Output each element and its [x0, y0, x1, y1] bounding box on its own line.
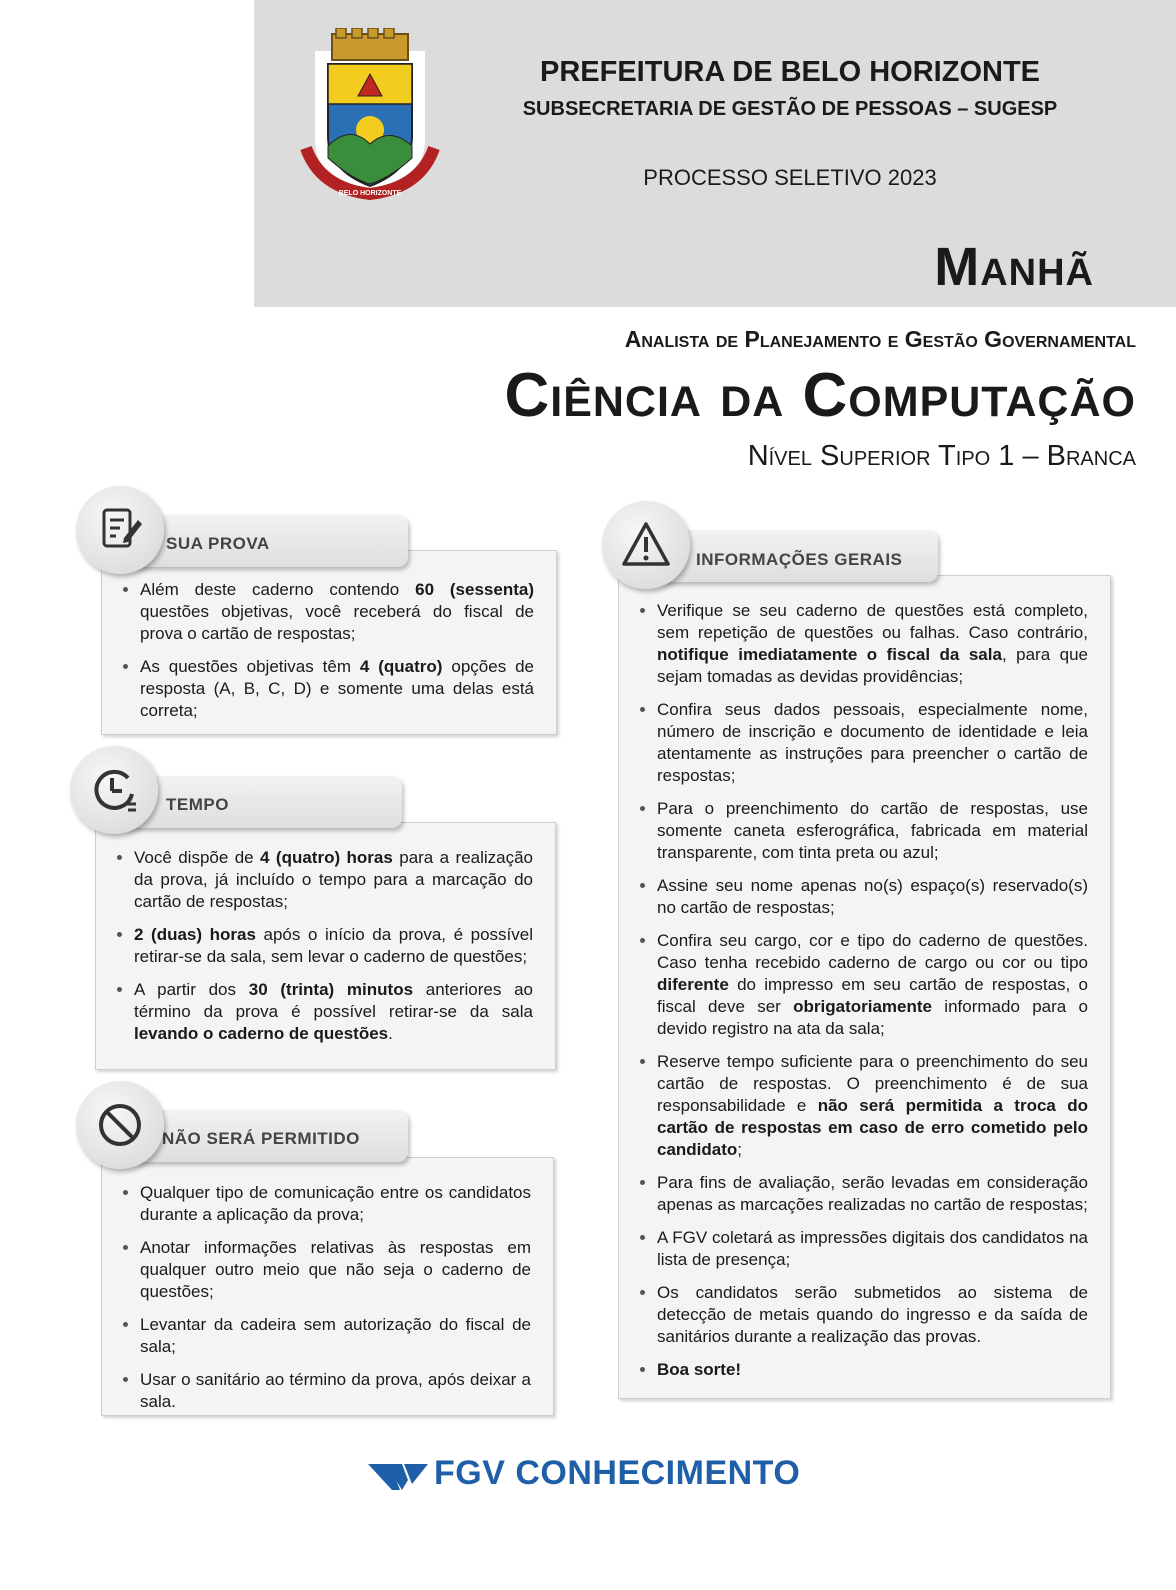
prohibited-icon — [94, 1099, 146, 1151]
tempo-box — [95, 822, 556, 1070]
informacoes-box — [618, 575, 1111, 1399]
process-title: PROCESSO SELETIVO 2023 — [643, 165, 937, 190]
sua-prova-badge — [76, 486, 164, 574]
informacoes-title: INFORMAÇÕES GERAIS — [696, 550, 903, 569]
nao-permitido-badge — [76, 1081, 164, 1169]
list-item: • Reserve tempo suficiente para o preenchimento do seu cartão de respostas. O preenchimento é de sua responsabilidade e não será permitida a troca do cartão de respostas em caso de erro cometido pelo candidato; — [657, 1051, 1088, 1161]
list-item: • Confira seus dados pessoais, especialmente nome, número de inscrição e documento de identidade e leia atentamente as instruções para preencher o cartão de respostas; — [657, 699, 1088, 787]
tempo-badge — [70, 746, 158, 834]
city-crest-logo — [300, 28, 440, 200]
list-item: • Além deste caderno contendo 60 (sessenta) questões objetivas, você receberá do fiscal de prova o cartão de respostas; — [140, 579, 534, 645]
fgv-logo-mark — [368, 1462, 430, 1492]
fgv-brand: FGV CONHECIMENTO — [434, 1454, 801, 1492]
warning-icon — [620, 519, 672, 571]
list-item: • Confira seu cargo, cor e tipo do caderno de questões. Caso tenha recebido caderno de cargo ou cor ou tipo diferente do impresso em seu cartão de respostas, o fiscal deve ser obrigatoriamente informado para o devido registro na ata da sala; — [657, 930, 1088, 1040]
list-item: • Levantar da cadeira sem autorização do fiscal de sala; — [140, 1314, 531, 1358]
list-item: • Os candidatos serão submetidos ao sistema de detecção de metais quando do ingresso e da saída de sanitários durante a realização das provas. — [657, 1282, 1088, 1348]
list-item: • Boa sorte! — [657, 1359, 1088, 1381]
level-title: Nível Superior Tipo 1 – Branca — [747, 440, 1136, 472]
sua-prova-title: SUA PROVA — [166, 534, 270, 553]
nao-permitido-box — [101, 1157, 554, 1416]
dept-title: SUBSECRETARIA DE GESTÃO DE PESSOAS – SUGESP — [522, 98, 1058, 120]
list-item: • Anotar informações relativas às respostas em qualquer outro meio que não seja o caderno de questões; — [140, 1237, 531, 1303]
list-item: • Usar o sanitário ao término da prova, após deixar a sala. — [140, 1369, 531, 1413]
position-title: Analista de Planejamento e Gestão Governamental — [624, 326, 1136, 352]
list-item: • A partir dos 30 (trinta) minutos anteriores ao término da prova é possível retirar-se da sala levando o caderno de questões. — [134, 979, 533, 1045]
clock-icon — [88, 764, 140, 816]
subject-title: Ciência da Computação — [504, 361, 1136, 430]
informacoes-badge — [602, 501, 690, 589]
org-title: PREFEITURA DE BELO HORIZONTE — [540, 56, 1040, 88]
edit-document-icon — [94, 504, 146, 556]
list-item: • As questões objetivas têm 4 (quatro) opções de resposta (A, B, C, D) e somente uma delas está correta; — [140, 656, 534, 722]
list-item: • Verifique se seu caderno de questões está completo, sem repetição de questões ou falhas. Caso contrário, notifique imediatamente o fiscal da sala, para que sejam tomadas as devidas providências; — [657, 600, 1088, 688]
shift-label: Manhã — [934, 237, 1094, 297]
nao-permitido-title: NÃO SERÁ PERMITIDO — [162, 1129, 360, 1148]
tempo-title: TEMPO — [166, 795, 229, 814]
list-item: • 2 (duas) horas após o início da prova, é possível retirar-se da sala, sem levar o caderno de questões; — [134, 924, 533, 968]
list-item: • Você dispõe de 4 (quatro) horas para a realização da prova, já incluído o tempo para a marcação do cartão de respostas; — [134, 847, 533, 913]
sua-prova-box — [101, 550, 557, 735]
svg-text:BELO HORIZONTE: BELO HORIZONTE — [338, 190, 402, 197]
list-item: • Qualquer tipo de comunicação entre os candidatos durante a aplicação da prova; — [140, 1182, 531, 1226]
list-item: • Para fins de avaliação, serão levadas em consideração apenas as marcações realizadas no cartão de respostas; — [657, 1172, 1088, 1216]
list-item: • Assine seu nome apenas no(s) espaço(s) reservado(s) no cartão de respostas; — [657, 875, 1088, 919]
list-item: • Para o preenchimento do cartão de respostas, use somente caneta esferográfica, fabricada em material transparente, com tinta preta ou azul; — [657, 798, 1088, 864]
list-item: • A FGV coletará as impressões digitais dos candidatos na lista de presença; — [657, 1227, 1088, 1271]
